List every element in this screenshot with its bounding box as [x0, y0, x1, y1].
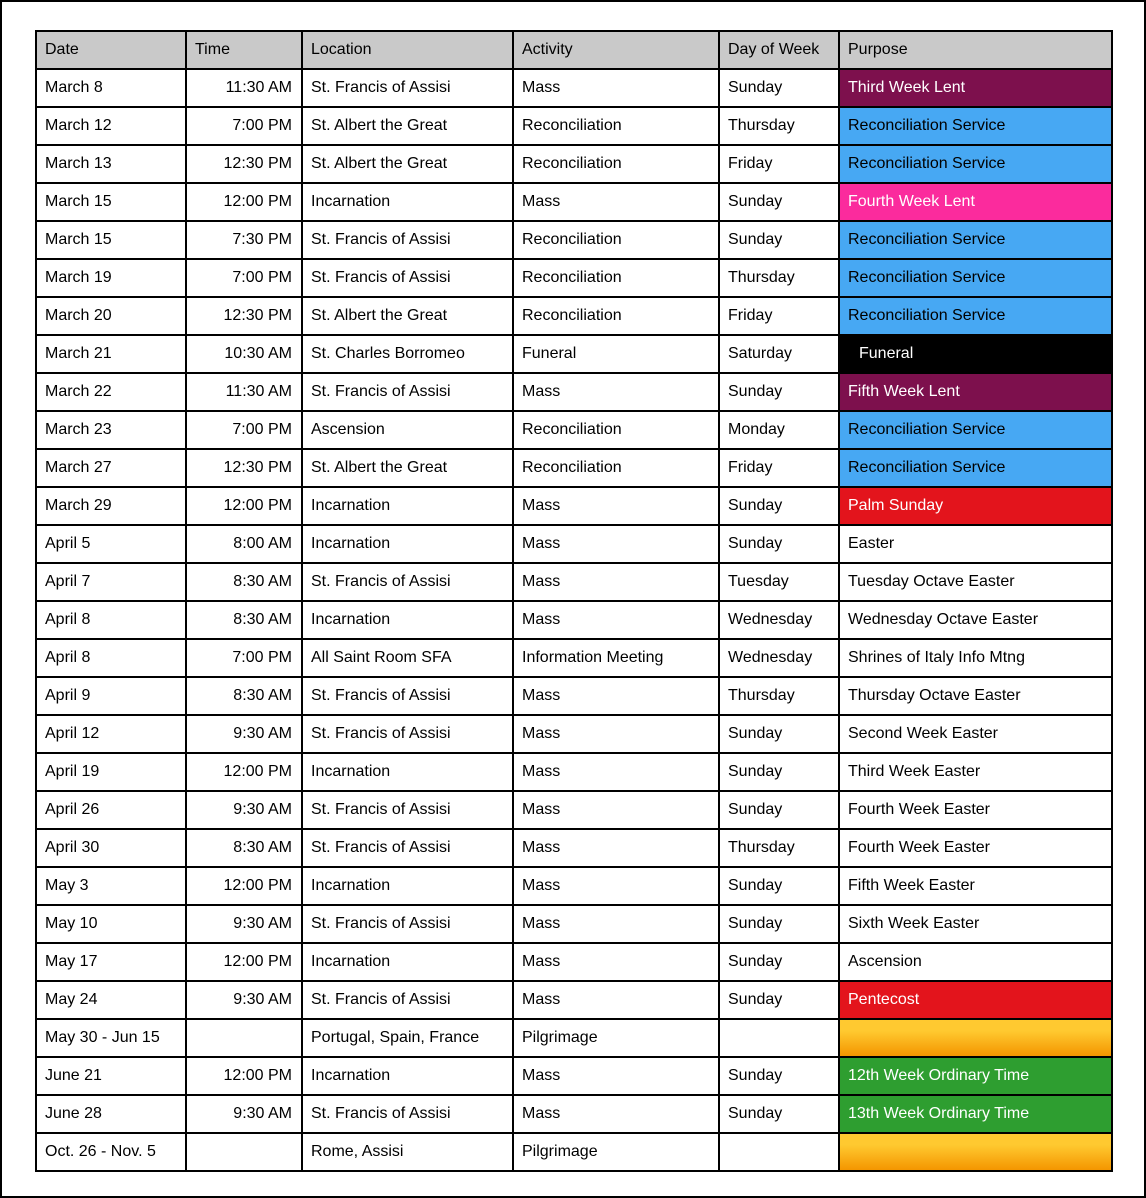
- cell-location: St. Francis of Assisi: [302, 905, 513, 943]
- table-row: [36, 411, 1112, 449]
- table-row: [36, 677, 1112, 715]
- table-row: [36, 829, 1112, 867]
- cell-activity: Mass: [513, 1057, 719, 1095]
- header-row: [36, 31, 1112, 69]
- cell-purpose: Funeral: [839, 335, 1112, 373]
- cell-time: [186, 1133, 302, 1171]
- cell-date: March 13: [36, 145, 186, 183]
- cell-day: Sunday: [719, 1057, 839, 1095]
- cell-purpose: Reconciliation Service: [839, 449, 1112, 487]
- cell-day: [719, 1133, 839, 1171]
- cell-date: April 7: [36, 563, 186, 601]
- cell-purpose: Fifth Week Lent: [839, 373, 1112, 411]
- cell-date: April 9: [36, 677, 186, 715]
- cell-location: Incarnation: [302, 943, 513, 981]
- cell-activity: Information Meeting: [513, 639, 719, 677]
- cell-date: May 10: [36, 905, 186, 943]
- cell-location: St. Francis of Assisi: [302, 677, 513, 715]
- cell-time: 11:30 AM: [186, 69, 302, 107]
- cell-location: Incarnation: [302, 1057, 513, 1095]
- cell-location: Incarnation: [302, 183, 513, 221]
- cell-date: May 30 - Jun 15: [36, 1019, 186, 1057]
- cell-location: Incarnation: [302, 753, 513, 791]
- cell-date: May 17: [36, 943, 186, 981]
- cell-day: Thursday: [719, 829, 839, 867]
- cell-day: Sunday: [719, 525, 839, 563]
- cell-day: Sunday: [719, 183, 839, 221]
- table-row: [36, 145, 1112, 183]
- cell-day: Sunday: [719, 69, 839, 107]
- cell-location: St. Albert the Great: [302, 297, 513, 335]
- cell-date: March 15: [36, 183, 186, 221]
- cell-date: Oct. 26 - Nov. 5: [36, 1133, 186, 1171]
- cell-day: Sunday: [719, 905, 839, 943]
- cell-time: 12:30 PM: [186, 297, 302, 335]
- cell-date: April 30: [36, 829, 186, 867]
- cell-purpose: Reconciliation Service: [839, 411, 1112, 449]
- table-row: [36, 563, 1112, 601]
- cell-day: Friday: [719, 449, 839, 487]
- header-cell-activity: Activity: [513, 31, 719, 69]
- cell-time: 8:00 AM: [186, 525, 302, 563]
- cell-day: Thursday: [719, 107, 839, 145]
- cell-purpose: Reconciliation Service: [839, 145, 1112, 183]
- table-row: [36, 335, 1112, 373]
- cell-purpose: Third Week Easter: [839, 753, 1112, 791]
- cell-date: March 21: [36, 335, 186, 373]
- cell-purpose: Shrines of Italy Info Mtng: [839, 639, 1112, 677]
- table-row: [36, 1095, 1112, 1133]
- cell-purpose: Reconciliation Service: [839, 221, 1112, 259]
- cell-date: March 8: [36, 69, 186, 107]
- cell-location: Incarnation: [302, 867, 513, 905]
- cell-date: March 12: [36, 107, 186, 145]
- cell-purpose: Tuesday Octave Easter: [839, 563, 1112, 601]
- cell-purpose: Wednesday Octave Easter: [839, 601, 1112, 639]
- cell-activity: Mass: [513, 373, 719, 411]
- table-row: [36, 259, 1112, 297]
- cell-day: Friday: [719, 297, 839, 335]
- cell-location: St. Francis of Assisi: [302, 373, 513, 411]
- cell-purpose: Pentecost: [839, 981, 1112, 1019]
- cell-date: March 15: [36, 221, 186, 259]
- cell-time: 12:00 PM: [186, 943, 302, 981]
- cell-location: Incarnation: [302, 487, 513, 525]
- table-row: [36, 943, 1112, 981]
- table-header: [36, 31, 1112, 69]
- cell-purpose: Reconciliation Service: [839, 297, 1112, 335]
- cell-purpose: Palm Sunday: [839, 487, 1112, 525]
- cell-date: April 5: [36, 525, 186, 563]
- cell-location: St. Francis of Assisi: [302, 791, 513, 829]
- table-row: [36, 905, 1112, 943]
- cell-purpose: Easter: [839, 525, 1112, 563]
- cell-purpose: Fifth Week Easter: [839, 867, 1112, 905]
- cell-day: [719, 1019, 839, 1057]
- cell-day: Sunday: [719, 981, 839, 1019]
- cell-activity: Mass: [513, 183, 719, 221]
- cell-date: March 29: [36, 487, 186, 525]
- cell-time: [186, 1019, 302, 1057]
- cell-day: Sunday: [719, 373, 839, 411]
- cell-date: March 19: [36, 259, 186, 297]
- cell-location: All Saint Room SFA: [302, 639, 513, 677]
- cell-activity: Mass: [513, 715, 719, 753]
- cell-time: 9:30 AM: [186, 791, 302, 829]
- cell-time: 7:30 PM: [186, 221, 302, 259]
- cell-purpose: 12th Week Ordinary Time: [839, 1057, 1112, 1095]
- cell-location: Ascension: [302, 411, 513, 449]
- cell-activity: Reconciliation: [513, 297, 719, 335]
- table-row: [36, 1019, 1112, 1057]
- cell-location: St. Francis of Assisi: [302, 69, 513, 107]
- cell-activity: Reconciliation: [513, 259, 719, 297]
- cell-day: Wednesday: [719, 601, 839, 639]
- cell-activity: Funeral: [513, 335, 719, 373]
- cell-location: Incarnation: [302, 525, 513, 563]
- cell-activity: Mass: [513, 487, 719, 525]
- cell-day: Thursday: [719, 677, 839, 715]
- cell-location: St. Albert the Great: [302, 107, 513, 145]
- cell-activity: Mass: [513, 867, 719, 905]
- cell-purpose: [839, 1133, 1112, 1171]
- cell-day: Sunday: [719, 791, 839, 829]
- cell-purpose: Second Week Easter: [839, 715, 1112, 753]
- header-cell-date: Date: [36, 31, 186, 69]
- cell-time: 9:30 AM: [186, 715, 302, 753]
- cell-day: Sunday: [719, 1095, 839, 1133]
- cell-day: Thursday: [719, 259, 839, 297]
- cell-purpose: Third Week Lent: [839, 69, 1112, 107]
- cell-activity: Reconciliation: [513, 449, 719, 487]
- cell-purpose: [839, 1019, 1112, 1057]
- cell-location: St. Francis of Assisi: [302, 715, 513, 753]
- table-row: [36, 601, 1112, 639]
- cell-date: March 22: [36, 373, 186, 411]
- table-row: [36, 753, 1112, 791]
- cell-activity: Reconciliation: [513, 107, 719, 145]
- header-cell-day: Day of Week: [719, 31, 839, 69]
- table-row: [36, 183, 1112, 221]
- cell-purpose: Sixth Week Easter: [839, 905, 1112, 943]
- cell-day: Sunday: [719, 715, 839, 753]
- cell-day: Wednesday: [719, 639, 839, 677]
- table-row: [36, 449, 1112, 487]
- cell-location: St. Albert the Great: [302, 449, 513, 487]
- cell-date: June 28: [36, 1095, 186, 1133]
- cell-date: April 12: [36, 715, 186, 753]
- cell-time: 8:30 AM: [186, 829, 302, 867]
- cell-day: Sunday: [719, 867, 839, 905]
- table-row: [36, 69, 1112, 107]
- cell-day: Sunday: [719, 943, 839, 981]
- cell-location: St. Charles Borromeo: [302, 335, 513, 373]
- cell-time: 11:30 AM: [186, 373, 302, 411]
- cell-time: 7:00 PM: [186, 107, 302, 145]
- cell-day: Sunday: [719, 487, 839, 525]
- cell-location: St. Francis of Assisi: [302, 563, 513, 601]
- cell-purpose: Thursday Octave Easter: [839, 677, 1112, 715]
- cell-date: April 26: [36, 791, 186, 829]
- cell-activity: Mass: [513, 563, 719, 601]
- cell-time: 8:30 AM: [186, 677, 302, 715]
- cell-time: 12:30 PM: [186, 145, 302, 183]
- cell-date: June 21: [36, 1057, 186, 1095]
- cell-purpose: Ascension: [839, 943, 1112, 981]
- table-row: [36, 221, 1112, 259]
- cell-time: 12:00 PM: [186, 1057, 302, 1095]
- cell-location: St. Francis of Assisi: [302, 981, 513, 1019]
- cell-location: Rome, Assisi: [302, 1133, 513, 1171]
- cell-purpose: 13th Week Ordinary Time: [839, 1095, 1112, 1133]
- cell-activity: Mass: [513, 981, 719, 1019]
- cell-time: 12:00 PM: [186, 867, 302, 905]
- cell-activity: Mass: [513, 829, 719, 867]
- table-row: [36, 867, 1112, 905]
- cell-date: April 19: [36, 753, 186, 791]
- cell-day: Tuesday: [719, 563, 839, 601]
- cell-activity: Reconciliation: [513, 411, 719, 449]
- cell-location: St. Francis of Assisi: [302, 259, 513, 297]
- cell-location: Incarnation: [302, 601, 513, 639]
- cell-time: 9:30 AM: [186, 1095, 302, 1133]
- header-cell-purpose: Purpose: [839, 31, 1112, 69]
- schedule-table: [35, 30, 1113, 1172]
- cell-activity: Pilgrimage: [513, 1133, 719, 1171]
- cell-purpose: Fourth Week Easter: [839, 791, 1112, 829]
- cell-date: April 8: [36, 601, 186, 639]
- cell-activity: Mass: [513, 791, 719, 829]
- cell-activity: Pilgrimage: [513, 1019, 719, 1057]
- cell-day: Monday: [719, 411, 839, 449]
- table-row: [36, 373, 1112, 411]
- table-row: [36, 981, 1112, 1019]
- cell-time: 9:30 AM: [186, 905, 302, 943]
- header-cell-location: Location: [302, 31, 513, 69]
- cell-activity: Mass: [513, 1095, 719, 1133]
- table-body: [36, 69, 1112, 1171]
- cell-time: 10:30 AM: [186, 335, 302, 373]
- cell-purpose: Reconciliation Service: [839, 107, 1112, 145]
- cell-time: 7:00 PM: [186, 259, 302, 297]
- cell-date: March 27: [36, 449, 186, 487]
- cell-purpose: Reconciliation Service: [839, 259, 1112, 297]
- cell-time: 12:00 PM: [186, 183, 302, 221]
- cell-time: 12:00 PM: [186, 753, 302, 791]
- cell-time: 12:30 PM: [186, 449, 302, 487]
- cell-activity: Mass: [513, 753, 719, 791]
- cell-date: March 20: [36, 297, 186, 335]
- cell-time: 9:30 AM: [186, 981, 302, 1019]
- table-row: [36, 297, 1112, 335]
- table-row: [36, 1133, 1112, 1171]
- table-row: [36, 1057, 1112, 1095]
- table-row: [36, 715, 1112, 753]
- table-row: [36, 791, 1112, 829]
- table-row: [36, 639, 1112, 677]
- cell-activity: Mass: [513, 677, 719, 715]
- cell-purpose: Fourth Week Lent: [839, 183, 1112, 221]
- cell-date: May 24: [36, 981, 186, 1019]
- cell-activity: Mass: [513, 943, 719, 981]
- cell-location: St. Francis of Assisi: [302, 221, 513, 259]
- cell-activity: Reconciliation: [513, 145, 719, 183]
- cell-time: 8:30 AM: [186, 563, 302, 601]
- cell-activity: Mass: [513, 69, 719, 107]
- cell-date: April 8: [36, 639, 186, 677]
- cell-time: 12:00 PM: [186, 487, 302, 525]
- cell-time: 7:00 PM: [186, 639, 302, 677]
- table-row: [36, 487, 1112, 525]
- cell-time: 7:00 PM: [186, 411, 302, 449]
- cell-day: Sunday: [719, 753, 839, 791]
- cell-activity: Mass: [513, 525, 719, 563]
- cell-day: Friday: [719, 145, 839, 183]
- cell-activity: Mass: [513, 905, 719, 943]
- cell-day: Sunday: [719, 221, 839, 259]
- cell-activity: Reconciliation: [513, 221, 719, 259]
- cell-activity: Mass: [513, 601, 719, 639]
- cell-location: St. Francis of Assisi: [302, 829, 513, 867]
- cell-day: Saturday: [719, 335, 839, 373]
- cell-time: 8:30 AM: [186, 601, 302, 639]
- cell-purpose: Fourth Week Easter: [839, 829, 1112, 867]
- header-cell-time: Time: [186, 31, 302, 69]
- cell-location: St. Albert the Great: [302, 145, 513, 183]
- cell-location: St. Francis of Assisi: [302, 1095, 513, 1133]
- table-row: [36, 107, 1112, 145]
- cell-date: March 23: [36, 411, 186, 449]
- cell-location: Portugal, Spain, France: [302, 1019, 513, 1057]
- cell-date: May 3: [36, 867, 186, 905]
- table-row: [36, 525, 1112, 563]
